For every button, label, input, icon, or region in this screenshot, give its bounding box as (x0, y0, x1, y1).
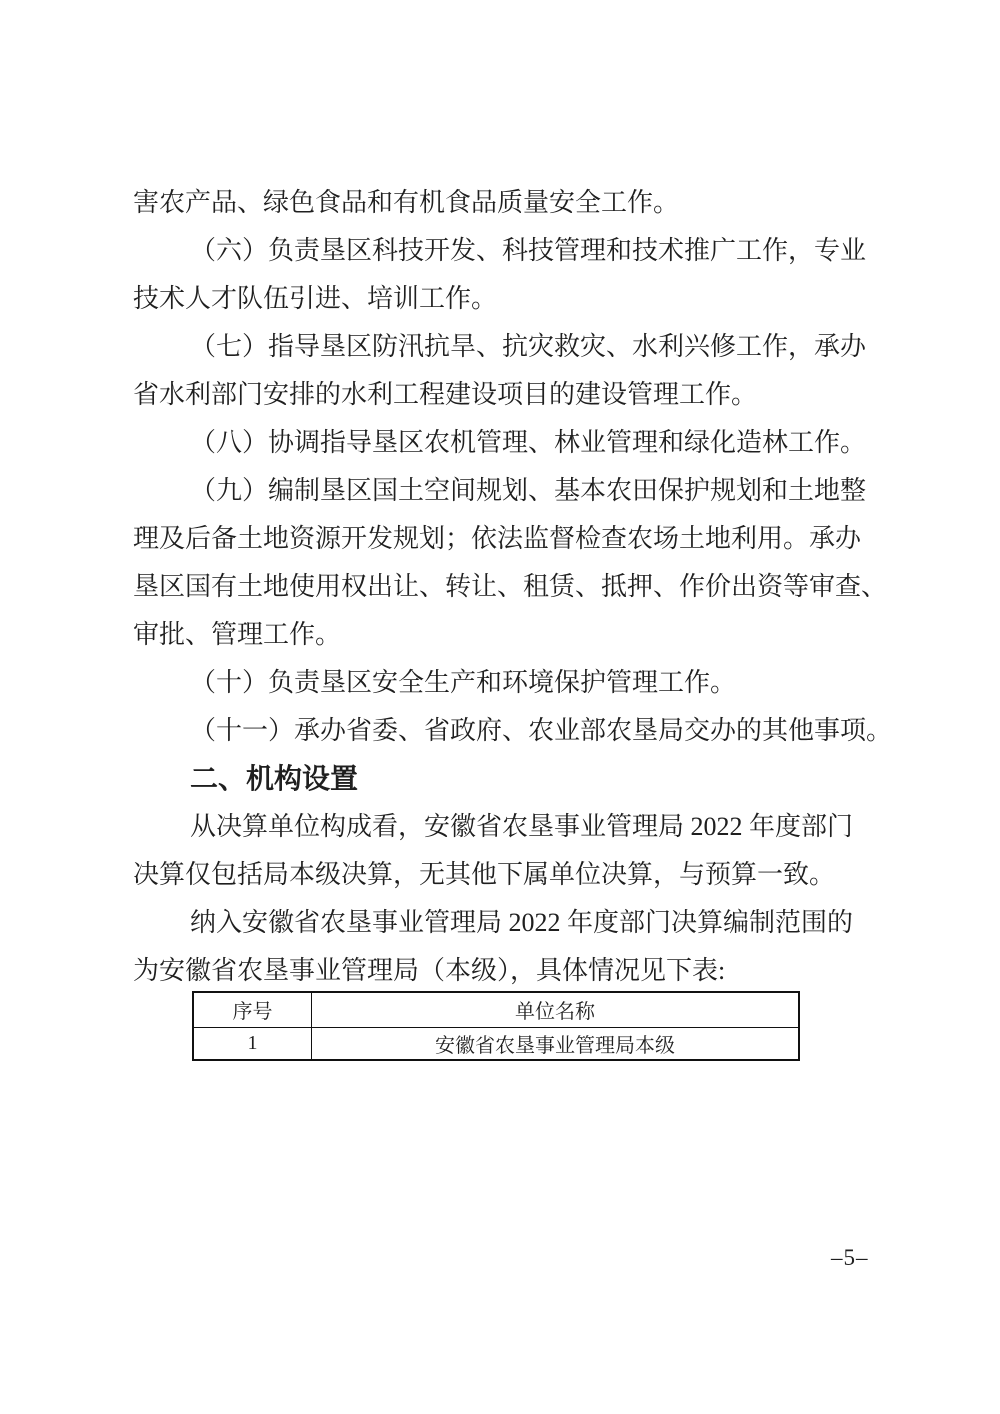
section-heading: 二、机构设置 (190, 763, 359, 794)
text-line: 技术人才队伍引进、培训工作。 (133, 284, 498, 313)
text-line: 省水利部门安排的水利工程建设项目的建设管理工作。 (133, 380, 758, 409)
text-line: （八）协调指导垦区农机管理、林业管理和绿化造林工作。 (190, 428, 867, 457)
text-line: 纳入安徽省农垦事业管理局 2022 年度部门决算编制范围的 (190, 908, 854, 937)
unit-table-header (193, 992, 799, 1027)
table-header-cell: 序号 (193, 992, 312, 1027)
text-line: （九）编制垦区国土空间规划、基本农田保护规划和土地整 (190, 476, 867, 505)
table-row (193, 1027, 799, 1060)
text-line: （十）负责垦区安全生产和环境保护管理工作。 (190, 668, 737, 697)
text-line: 审批、管理工作。 (133, 620, 342, 649)
text-line: 决算仅包括局本级决算，无其他下属单位决算，与预算一致。 (133, 860, 836, 889)
text-line: 为安徽省农垦事业管理局（本级），具体情况见下表: (133, 956, 726, 985)
document-body (133, 179, 893, 995)
page-number: –5– (831, 1245, 869, 1270)
text-line: （十一）承办省委、省政府、农业部农垦局交办的其他事项。 (190, 716, 893, 745)
table-cell: 1 (193, 1027, 312, 1060)
unit-table-body (193, 1027, 799, 1060)
text-line: 害农产品、绿色食品和有机食品质量安全工作。 (133, 188, 680, 217)
table-header-row (193, 992, 799, 1027)
table-header-cell: 单位名称 (312, 992, 800, 1027)
text-line: （六）负责垦区科技开发、科技管理和技术推广工作，专业 (190, 236, 867, 265)
table-cell: 安徽省农垦事业管理局本级 (312, 1027, 800, 1060)
text-line: （七）指导垦区防汛抗旱、抗灾救灾、水利兴修工作，承办 (190, 332, 867, 361)
unit-table (192, 991, 800, 1061)
text-line: 理及后备土地资源开发规划；依法监督检查农场土地利用。承办 (133, 524, 862, 553)
text-line: 垦区国有土地使用权出让、转让、租赁、抵押、作价出资等审查、 (133, 572, 888, 601)
text-line: 从决算单位构成看，安徽省农垦事业管理局 2022 年度部门 (190, 812, 854, 841)
